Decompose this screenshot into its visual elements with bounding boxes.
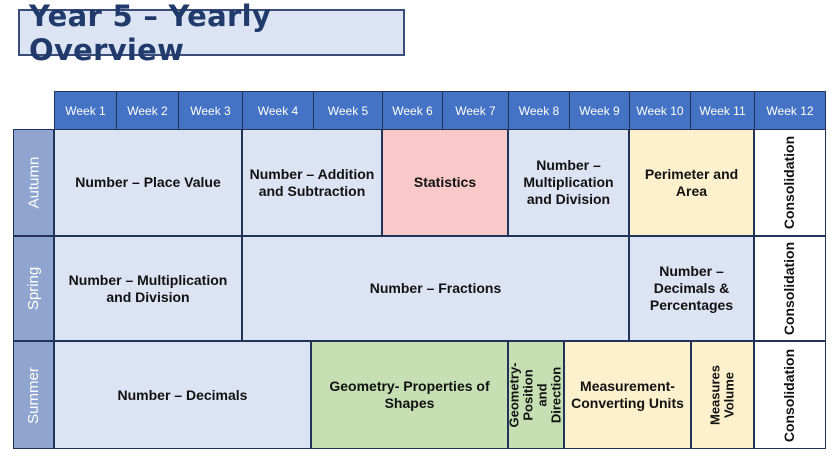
autumn-consolidation xyxy=(754,129,826,236)
summer-measures-volume xyxy=(691,341,754,449)
page-title: Year 5 – Yearly Overview xyxy=(29,0,272,67)
measures-volume-label: Measures Volume xyxy=(707,365,737,425)
week-header-6: Week 6 xyxy=(382,91,442,130)
summer-geometry-shapes: Geometry- Properties of Shapes xyxy=(311,341,508,449)
spring-fractions: Number – Fractions xyxy=(242,236,629,341)
summer-consolidation xyxy=(754,341,826,449)
week-header-8: Week 8 xyxy=(508,91,569,130)
week-header-5: Week 5 xyxy=(313,91,382,130)
spring-decimals-percentages: Number – Decimals & Percentages xyxy=(629,236,754,341)
week-header-10: Week 10 xyxy=(629,91,690,130)
spring-consolidation xyxy=(754,236,826,341)
title-box xyxy=(18,0,405,67)
summer-converting-units: Measurement- Converting Units xyxy=(564,341,691,449)
summer-geometry-position xyxy=(508,341,564,449)
term-label: Autumn xyxy=(25,156,43,209)
spring-multiplication-division: Number – Multiplication and Division xyxy=(54,236,242,341)
autumn-multiplication-division: Number – Multiplication and Division xyxy=(508,129,629,236)
autumn-perimeter-area: Perimeter and Area xyxy=(629,129,754,236)
consolidation-label: Consolidation xyxy=(781,348,798,442)
week-header-3: Week 3 xyxy=(178,91,242,130)
summer-decimals: Number – Decimals xyxy=(54,341,311,449)
term-label: Spring xyxy=(25,266,43,311)
autumn-statistics: Statistics xyxy=(382,129,508,236)
term-summer xyxy=(13,341,54,449)
consolidation-label: Consolidation xyxy=(781,241,798,336)
consolidation-label: Consolidation xyxy=(781,135,798,230)
autumn-place-value: Number – Place Value xyxy=(54,129,242,236)
week-header-1: Week 1 xyxy=(54,91,116,130)
term-autumn xyxy=(13,129,54,236)
week-header-4: Week 4 xyxy=(242,91,313,130)
week-header-2: Week 2 xyxy=(116,91,178,130)
week-header-7: Week 7 xyxy=(442,91,508,130)
week-header-12: Week 12 xyxy=(754,91,826,130)
term-label: Summer xyxy=(25,366,42,424)
week-header-11: Week 11 xyxy=(690,91,754,130)
term-spring xyxy=(13,236,54,341)
autumn-addition-subtraction: Number – Addition and Subtraction xyxy=(242,129,382,236)
week-header-9: Week 9 xyxy=(569,91,629,130)
geometry-position-label: Geometry- Position and Direction xyxy=(507,362,564,428)
